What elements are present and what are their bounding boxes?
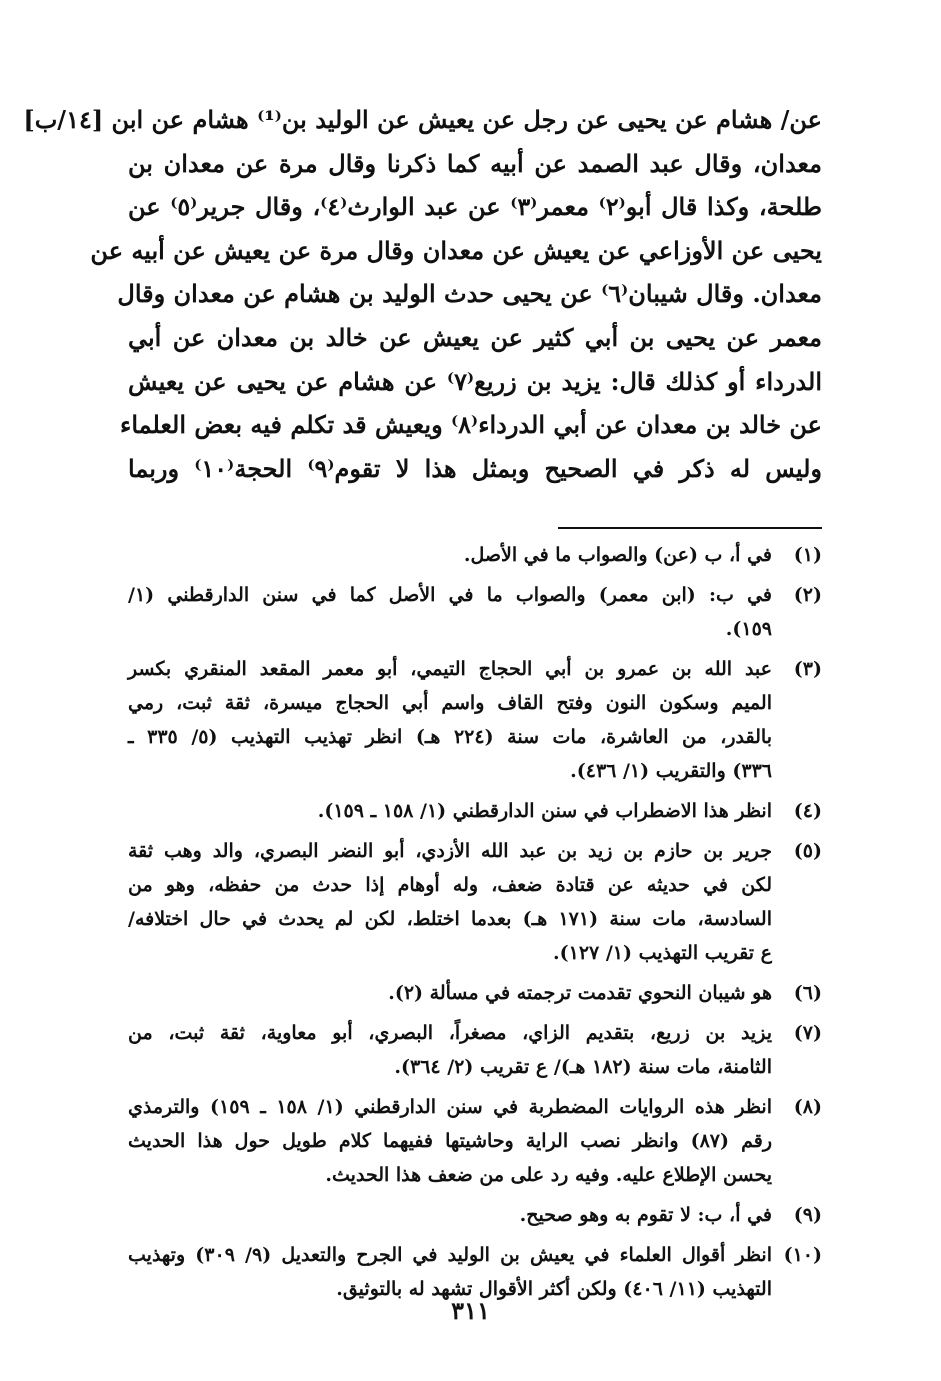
footnote-3 [128, 652, 822, 788]
footnote-line: جرير بن حازم بن زيد بن عبد الله الأزدي، أبو النضر البصري، والد وهب ثقة [128, 840, 772, 862]
main-text-line: معدان. وقال شيبان⁽٦⁾ عن يحيى حدث الوليد بن هشام عن معدان وقال [117, 279, 822, 309]
main-text-line: عن خالد بن معدان عن أبي الدرداء⁽٨⁾ ويعيش قد تكلم فيه بعض العلماء [120, 410, 822, 440]
footnote-line: الميم وسكون النون وفتح القاف واسم أبي الحجاج ميسرة، ثقة ثبت، رمي [128, 692, 772, 714]
footnote-number: (٧) [793, 1022, 822, 1044]
footnote-line: السادسة، مات سنة (١٧١ هـ) بعدما اختلط، لكن لم يحدث في حال اختلافه/ [128, 908, 772, 930]
footnote-line: في أ، ب (عن) والصواب ما في الأصل. [463, 544, 772, 566]
footnote-number: (٥) [793, 840, 822, 862]
footnote-line: لكن في حديثه عن قتادة ضعف، وله أوهام إذا حدث من حفظه، وهو من [128, 874, 772, 896]
footnote-number: (٩) [793, 1204, 822, 1226]
footnote-line: بالقدر، من العاشرة، مات سنة (٢٢٤ هـ) انظر تهذيب التهذيب (٥/ ٣٣٥ ـ [128, 726, 773, 748]
footnote-number: (١٠) [783, 1244, 822, 1266]
footnote-line: انظر هذه الروايات المضطربة في سنن الدارقطني (١/ ١٥٨ ـ ١٥٩) والترمذي [128, 1096, 772, 1118]
page-number: ٣١١ [451, 1296, 490, 1325]
footnote-number: (٤) [793, 800, 822, 822]
footnote-4 [128, 794, 822, 828]
footnote-6 [128, 976, 822, 1010]
main-text-line: وليس له ذكر في الصحيح وبمثل هذا لا تقوم⁽٩⁾ الحجة⁽١٠⁾ وربما [128, 453, 823, 483]
footnote-number: (٢) [793, 584, 822, 606]
footnotes-block [128, 538, 822, 1312]
footnote-number: (٦) [793, 982, 822, 1004]
main-text-line: عن/ هشام عن يحيى عن رجل عن يعيش عن الوليد بن⁽¹⁾ هشام عن ابن [١٤/ب] [23, 105, 822, 134]
footnote-line: ٣٣٦) والتقريب (١/ ٤٣٦). [570, 760, 772, 782]
footnote-5 [128, 834, 822, 970]
main-text-line: يحيى عن الأوزاعي عن يعيش عن معدان وقال مرة عن يعيش عن أبيه عن [90, 235, 822, 265]
footnote-separator [558, 527, 822, 529]
footnote-line: الثامنة، مات سنة (١٨٢ هـ)/ ع تقريب (٢/ ٣٦٤). [394, 1056, 772, 1078]
footnote-8 [128, 1090, 822, 1192]
footnote-line: يزيد بن زريع، بتقديم الزاي، مصغراً، البصري، أبو معاوية، ثقة ثبت، من [128, 1022, 772, 1044]
footnote-line: ع تقريب التهذيب (١/ ١٢٧). [553, 942, 772, 964]
footnote-line: التهذيب (١١/ ٤٠٦) ولكن أكثر الأقوال تشهد له بالتوثيق. [336, 1278, 772, 1300]
footnote-number: (٨) [793, 1096, 822, 1118]
footnote-line: هو شيبان النحوي تقدمت ترجمته في مسألة (٢). [388, 982, 772, 1004]
main-text-line: معدان، وقال عبد الصمد عن أبيه كما ذكرنا وقال مرة عن معدان بن [128, 148, 822, 178]
footnote-number: (٣) [793, 658, 822, 680]
footnote-9 [128, 1198, 822, 1232]
footnote-line: رقم (٨٧) وانظر نصب الراية وحاشيتها ففيهما كلام طويل حول هذا الحديث [128, 1130, 772, 1152]
main-text-block [23, 98, 823, 490]
footnote-line: انظر أقوال العلماء في يعيش بن الوليد في الجرح والتعديل (٩/ ٣٠٩) وتهذيب [128, 1244, 772, 1266]
main-text-line: معمر عن يحيى بن أبي كثير عن يعيش عن خالد بن معدان عن أبي [128, 322, 822, 352]
footnote-line: ١٥٩). [725, 618, 772, 640]
footnote-line: عبد الله بن عمرو بن أبي الحجاج التيمي، أبو معمر المقعد المنقري بكسر [128, 658, 772, 680]
main-text-line: الدرداء أو كذلك قال: يزيد بن زريع⁽٧⁾ عن هشام عن يحيى عن يعيش [128, 366, 822, 396]
footnote-7 [128, 1016, 822, 1084]
main-text-line: طلحة، وكذا قال أبو⁽٢⁾ معمر⁽٣⁾ عن عبد الوارث⁽٤⁾، وقال جرير⁽٥⁾ عن [128, 192, 823, 222]
footnote-line: انظر هذا الاضطراب في سنن الدارقطني (١/ ١٥٨ ـ ١٥٩). [317, 800, 772, 822]
footnote-line: في ب: (ابن معمر) والصواب ما في الأصل كما في سنن الدارقطني (١/ [128, 584, 772, 606]
footnote-line: يحسن الإطلاع عليه. وفيه رد على من ضعف هذا الحديث. [325, 1164, 772, 1186]
footnote-1 [128, 538, 822, 572]
footnote-line: في أ، ب: لا تقوم به وهو صحيح. [519, 1204, 772, 1226]
footnote-2 [128, 578, 822, 646]
footnote-number: (١) [793, 544, 822, 566]
